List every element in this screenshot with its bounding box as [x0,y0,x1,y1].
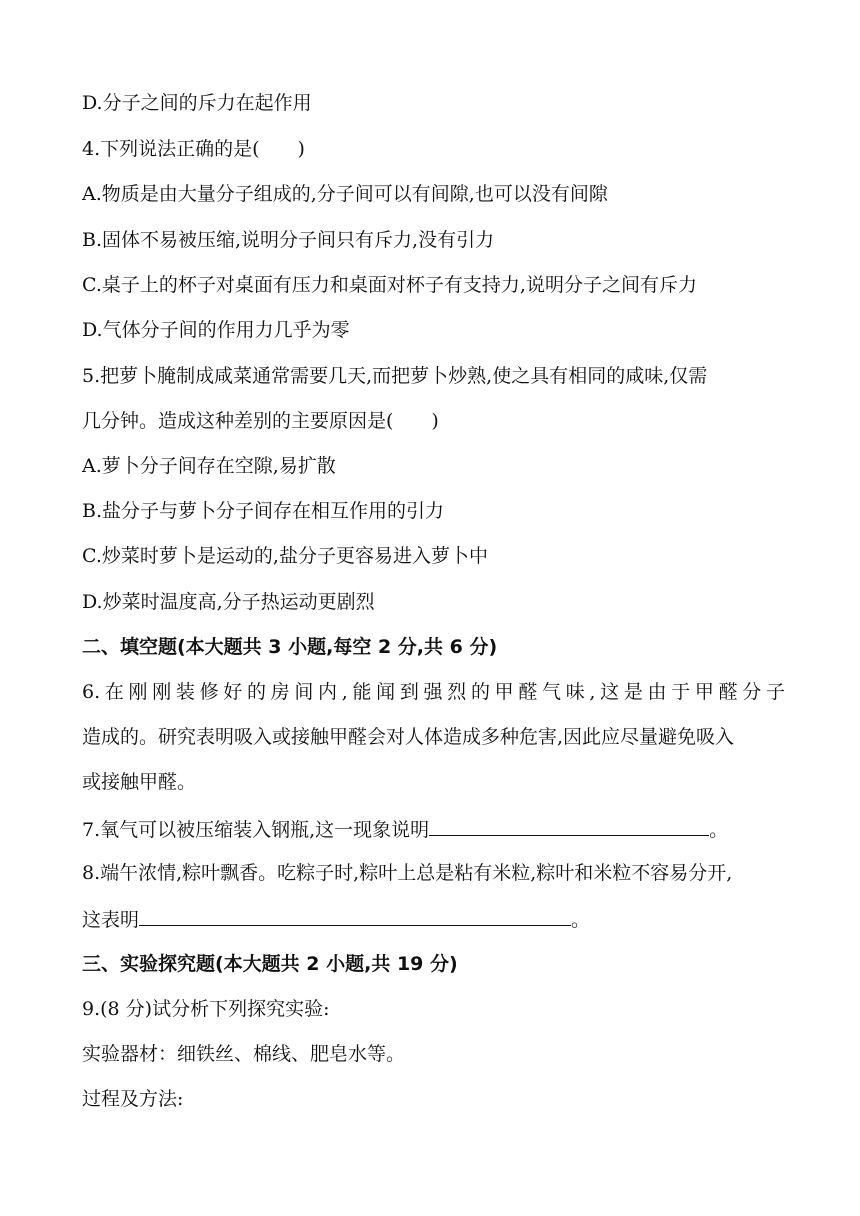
q9-process: 过程及方法: [82,1088,184,1110]
q8-line2 [82,905,782,933]
q8-prefix: 这表明 [82,909,140,931]
q4-option-c: C.桌子上的杯子对桌面有压力和桌面对杯子有支持力,说明分子之间有斥力 [82,274,697,296]
q8-suffix: 。 [571,909,591,931]
q6-line1: 6.在刚刚装修好的房间内,能闻到强烈的甲醛气味,这是由于甲醛分子 [82,681,785,703]
q7-answer-blank[interactable] [429,815,709,836]
q5-stem-line1: 5.把萝卜腌制成咸菜通常需要几天,而把萝卜炒熟,使之具有相同的咸味,仅需 [82,365,708,387]
q4-stem: 4.下列说法正确的是( ) [82,138,305,160]
q5-option-c: C.炒菜时萝卜是运动的,盐分子更容易进入萝卜中 [82,545,488,567]
q5-option-b: B.盐分子与萝卜分子间存在相互作用的引力 [82,500,445,522]
q8-line1: 8.端午浓情,粽叶飘香。吃粽子时,粽叶上总是粘有米粒,粽叶和米粒不容易分开, [82,862,733,884]
section2-heading: 二、填空题(本大题共 3 小题,每空 2 分,共 6 分) [82,636,498,658]
q5-option-a: A.萝卜分子间存在空隙,易扩散 [82,455,336,477]
q4-option-b: B.固体不易被压缩,说明分子间只有斥力,没有引力 [82,229,495,251]
q3-option-d: D.分子之间的斥力在起作用 [82,92,312,114]
section3-heading: 三、实验探究题(本大题共 2 小题,共 19 分) [82,953,458,975]
q9-stem: 9.(8 分)试分析下列探究实验: [82,998,330,1020]
q7-suffix: 。 [709,819,729,841]
q5-stem-line2: 几分钟。造成这种差别的主要原因是( ) [82,410,439,432]
q7-line [82,815,782,843]
q4-option-d: D.气体分子间的作用力几乎为零 [82,319,350,341]
q4-option-a: A.物质是由大量分子组成的,分子间可以有间隙,也可以没有间隙 [82,183,608,205]
q6-line2: 造成的。研究表明吸入或接触甲醛会对人体造成多种危害,因此应尽量避免吸入 [82,726,735,748]
q9-materials: 实验器材：细铁丝、棉线、肥皂水等。 [82,1043,406,1065]
q5-option-d: D.炒菜时温度高,分子热运动更剧烈 [82,591,375,613]
q8-answer-blank[interactable] [139,905,571,926]
q7-prefix: 7.氧气可以被压缩装入钢瓶,这一现象说明 [82,819,430,841]
q6-line3: 或接触甲醛。 [82,771,197,793]
